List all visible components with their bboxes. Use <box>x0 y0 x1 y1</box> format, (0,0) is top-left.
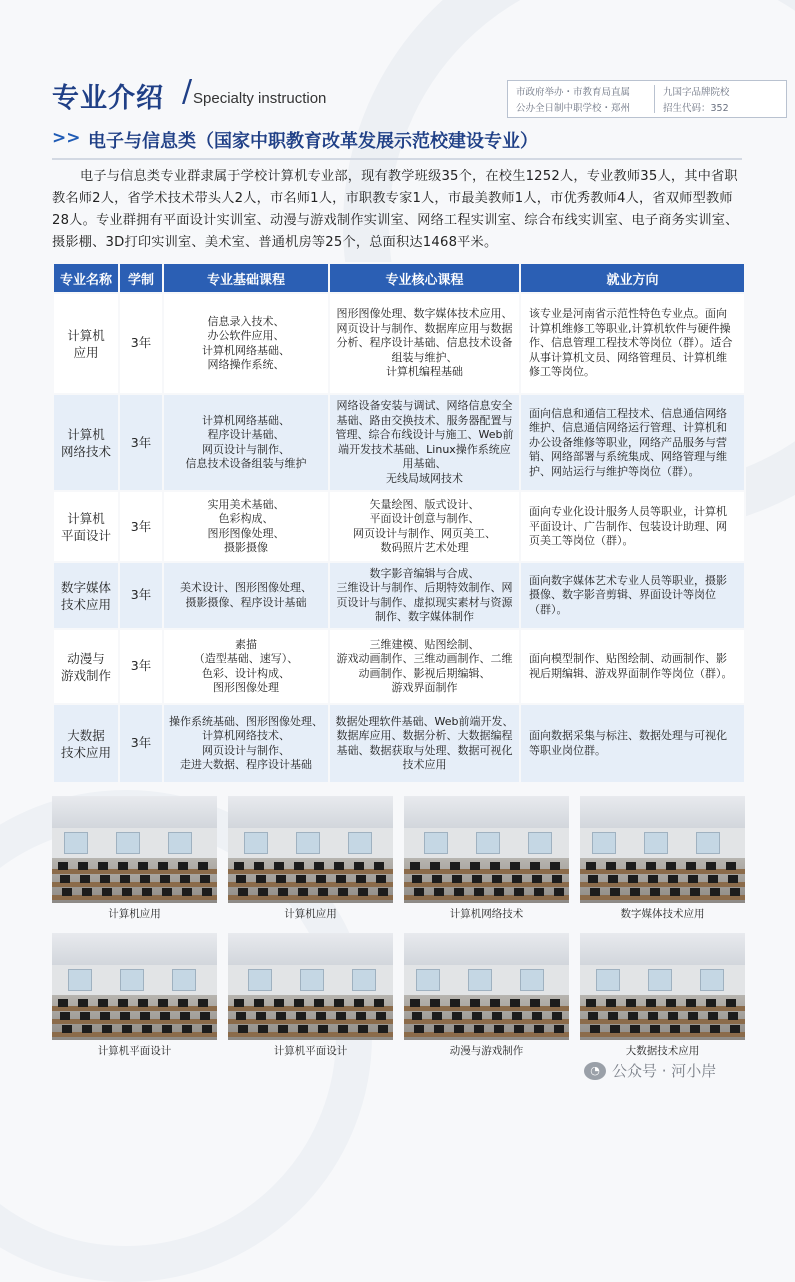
core-courses-cell: 矢量绘图、版式设计、 平面设计创意与制作、 网页设计与制作、网页美工、 数码照片艺术处理 <box>329 491 520 562</box>
duration-cell: 3年 <box>119 629 163 704</box>
career-direction-cell: 该专业是河南省示范性特色专业点。面向计算机维修工等职业,计算机软件与硬件操作、信息管理工程技术等岗位（群）。适合从事计算机文员、网络管理员、计算机维修工等岗位。 <box>520 293 745 394</box>
badge-line-2: 公办全日制中职学校・郑州 <box>516 103 631 114</box>
page-title-english: Specialty instruction <box>193 90 327 107</box>
table-row <box>53 491 745 562</box>
duration-cell: 3年 <box>119 293 163 394</box>
classroom-image <box>580 933 745 1040</box>
photo-caption: 动漫与游戏制作 <box>449 1045 524 1057</box>
basic-courses-cell: 素描 （造型基础、速写）、 色彩、设计构成、 图形图像处理 <box>163 629 329 704</box>
photo-gallery <box>52 796 744 1060</box>
photo-caption: 计算机网络技术 <box>449 908 524 920</box>
classroom-image <box>404 796 569 903</box>
classroom-image <box>228 933 393 1040</box>
classroom-photo <box>580 796 745 923</box>
core-courses-cell: 数据处理软件基础、Web前端开发、数据库应用、数据分析、大数据编程基础、数据获取与处理、数据可视化技术应用 <box>329 704 520 783</box>
duration-cell: 3年 <box>119 704 163 783</box>
badge-divider <box>654 85 655 113</box>
classroom-photo <box>52 933 217 1060</box>
core-courses-cell: 图形图像处理、数字媒体技术应用、网页设计与制作、数据库应用与数据分析、程序设计基础、信息技术设备组装与维护、 计算机编程基础 <box>329 293 520 394</box>
classroom-image <box>52 796 217 903</box>
career-direction-cell: 面向信息和通信工程技术、信息通信网络维护、信息通信网络运行管理、计算机和办公设备维修等职业，网络产品服务与营销、网络部署与系统集成、网络管理与维护、网站运行与维护等岗位（群）。 <box>520 394 745 491</box>
column-header: 专业名称 <box>53 263 119 293</box>
career-direction-cell: 面向数据采集与标注、数据处理与可视化等职业岗位群。 <box>520 704 745 783</box>
intro-paragraph: 电子与信息类专业群隶属于学校计算机专业部，现有教学班级35个，在校生1252人，专业教师35人，其中省职教名师2人，省学术技术带头人2人，市名师1人，市职教专家1人，市最美教师1人，市优秀教师4人，省双师型教师28人。专业群拥有平面设计实训室、动漫与游戏制作实训室、网络工程实训室、综合布线实训室、电子商务实训室、摄影棚、3D打印实训室、美术室、普通机房等25个，总面积达1468平米。 <box>52 169 739 250</box>
page-title: 专业介绍 <box>52 83 164 114</box>
badge-line-3: 九国字品牌院校 <box>663 87 730 98</box>
major-name-cell: 大数据 技术应用 <box>53 704 119 783</box>
major-name-cell: 数字媒体 技术应用 <box>53 562 119 629</box>
section-title: 电子与信息类（国家中职教育改革发展示范校建设专业） <box>88 131 538 152</box>
basic-courses-cell: 计算机网络基础、 程序设计基础、 网页设计与制作、 信息技术设备组装与维护 <box>163 394 329 491</box>
classroom-image <box>228 796 393 903</box>
photo-caption: 计算机应用 <box>284 908 337 920</box>
basic-courses-cell: 美术设计、图形图像处理、 摄影摄像、程序设计基础 <box>163 562 329 629</box>
table-row <box>53 562 745 629</box>
major-name-cell: 计算机 应用 <box>53 293 119 394</box>
classroom-photo <box>404 933 569 1060</box>
photo-caption: 计算机平面设计 <box>97 1045 172 1057</box>
table-header-row <box>53 263 745 293</box>
majors-table <box>52 262 746 784</box>
column-header: 专业基础课程 <box>163 263 329 293</box>
badge-enroll-code: 招生代码：352 <box>663 103 729 114</box>
career-direction-cell: 面向模型制作、贴图绘制、动画制作、影视后期编辑、游戏界面制作等岗位（群）。 <box>520 629 745 704</box>
section-heading <box>52 124 742 160</box>
photo-caption: 大数据技术应用 <box>625 1045 700 1057</box>
table-row <box>53 293 745 394</box>
double-chevron-icon: >> <box>52 128 81 148</box>
basic-courses-cell: 实用美术基础、 色彩构成、 图形图像处理、 摄影摄像 <box>163 491 329 562</box>
duration-cell: 3年 <box>119 562 163 629</box>
classroom-photo <box>580 933 745 1060</box>
table-row <box>53 704 745 783</box>
classroom-image <box>404 933 569 1040</box>
school-badge <box>507 80 787 118</box>
core-courses-cell: 网络设备安装与调试、网络信息安全基础、路由交换技术、服务器配置与管理、综合布线设计与施工、Web前端开发技术基础、Linux操作系统应用基础、 无线局域网技术 <box>329 394 520 491</box>
photo-caption: 计算机平面设计 <box>273 1045 348 1057</box>
column-header: 学制 <box>119 263 163 293</box>
photo-caption: 计算机应用 <box>108 908 161 920</box>
core-courses-cell: 三维建模、贴图绘制、 游戏动画制作、三维动画制作、二维动画制作、影视后期编辑、 游戏界面制作 <box>329 629 520 704</box>
classroom-photo <box>228 796 393 923</box>
table-row <box>53 394 745 491</box>
duration-cell: 3年 <box>119 491 163 562</box>
column-header: 专业核心课程 <box>329 263 520 293</box>
basic-courses-cell: 信息录入技术、 办公软件应用、 计算机网络基础、 网络操作系统、 <box>163 293 329 394</box>
page-header <box>52 70 742 118</box>
major-name-cell: 计算机 网络技术 <box>53 394 119 491</box>
classroom-photo <box>228 933 393 1060</box>
wechat-icon: ◔ <box>584 1062 606 1080</box>
duration-cell: 3年 <box>119 394 163 491</box>
major-name-cell: 动漫与 游戏制作 <box>53 629 119 704</box>
core-courses-cell: 数字影音编辑与合成、 三维设计与制作、后期特效制作、网页设计与制作、虚拟现实素材与资源制作、数字媒体制作 <box>329 562 520 629</box>
classroom-photo <box>52 796 217 923</box>
watermark-text: 公众号 · 河小岸 <box>612 1062 717 1080</box>
career-direction-cell: 面向专业化设计服务人员等职业，计算机平面设计、广告制作、包装设计助理、网页美工等岗位（群）。 <box>520 491 745 562</box>
column-header: 就业方向 <box>520 263 745 293</box>
classroom-image <box>580 796 745 903</box>
career-direction-cell: 面向数字媒体艺术专业人员等职业，摄影摄像、数字影音剪辑、界面设计等岗位（群）。 <box>520 562 745 629</box>
title-divider: / <box>182 74 193 109</box>
table-row <box>53 629 745 704</box>
photo-caption: 数字媒体技术应用 <box>620 908 705 920</box>
classroom-photo <box>404 796 569 923</box>
classroom-image <box>52 933 217 1040</box>
major-name-cell: 计算机 平面设计 <box>53 491 119 562</box>
basic-courses-cell: 操作系统基础、图形图像处理、计算机网络技术、 网页设计与制作、 走进大数据、程序设计基础 <box>163 704 329 783</box>
badge-line-1: 市政府举办・市教育局直属 <box>516 87 631 98</box>
